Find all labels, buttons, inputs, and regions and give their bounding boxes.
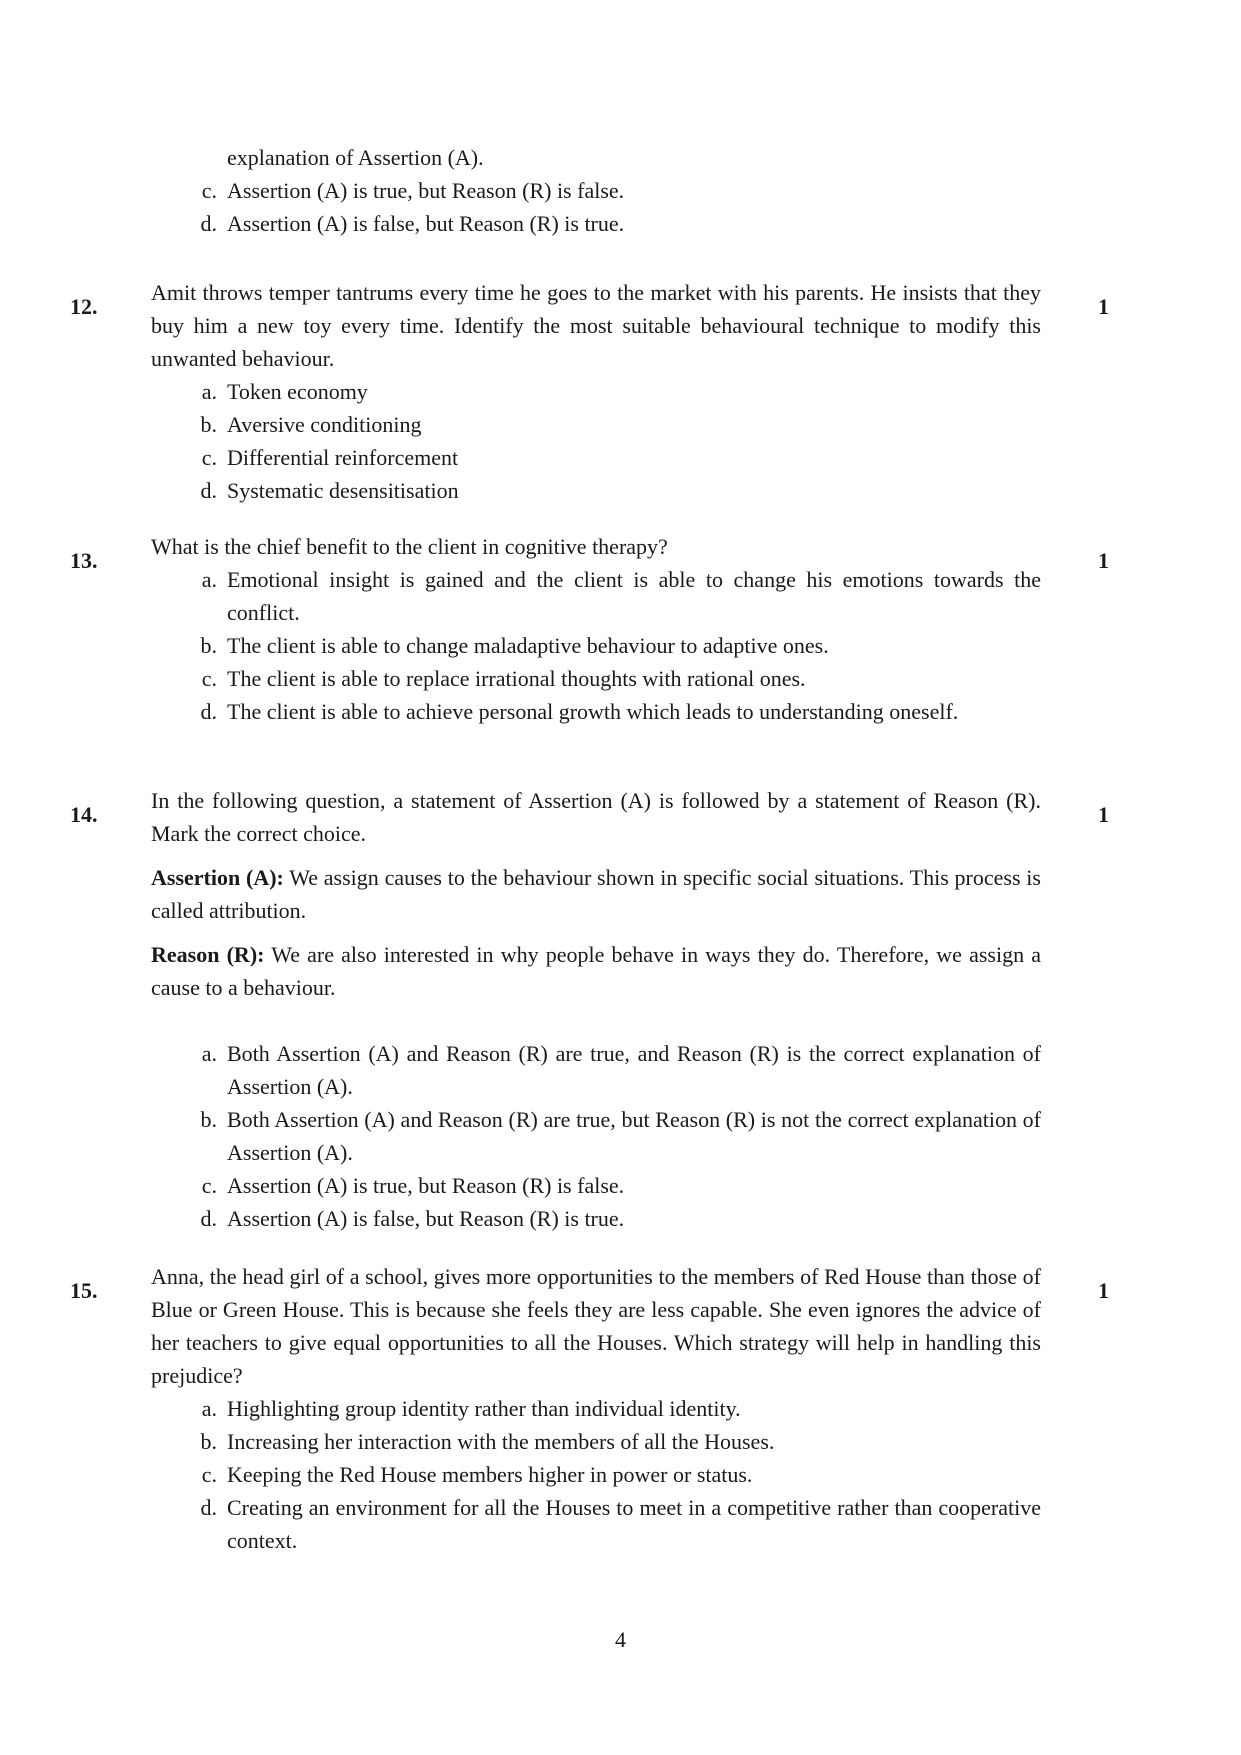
carryover-option-c: c. Assertion (A) is true, but Reason (R) is false. <box>201 178 625 203</box>
option-c: c. Differential reinforcement <box>201 445 459 470</box>
question-stem: What is the chief benefit to the client in cognitive therapy? <box>151 534 668 559</box>
option-c: c. Keeping the Red House members higher in power or status. <box>201 1462 753 1487</box>
carryover-line: explanation of Assertion (A). <box>227 145 484 170</box>
option-b: b. Both Assertion (A) and Reason (R) are true, but Reason (R) is not the correct explanation of Assertion (A). <box>200 1107 1041 1165</box>
question-number: 13. <box>70 548 98 573</box>
option-c: c. The client is able to replace irrational thoughts with rational ones. <box>201 666 806 691</box>
option-d: d. Assertion (A) is false, but Reason (R) is true. <box>200 1206 625 1231</box>
question-marks: 1 <box>1098 294 1109 319</box>
page-number: 4 <box>615 1627 626 1652</box>
option-a: a. Token economy <box>201 379 368 404</box>
reason-statement: Reason (R): We are also interested in why people behave in ways they do. Therefore, we assign a cause to a behaviour. <box>151 942 1041 1000</box>
option-d: d. Systematic desensitisation <box>200 478 459 503</box>
question-marks: 1 <box>1098 1278 1109 1303</box>
question-marks: 1 <box>1098 548 1109 573</box>
question-number: 14. <box>70 802 98 827</box>
option-a: a. Highlighting group identity rather than individual identity. <box>201 1396 741 1421</box>
option-b: b. Increasing her interaction with the members of all the Houses. <box>200 1429 775 1454</box>
option-a: a. Emotional insight is gained and the client is able to change his emotions towards the conflict. <box>201 567 1041 625</box>
option-d: d. The client is able to achieve personal growth which leads to understanding oneself. <box>200 699 959 724</box>
option-d: d. Creating an environment for all the Houses to meet in a competitive rather than cooperative context. <box>200 1495 1041 1553</box>
carryover-option-d: d. Assertion (A) is false, but Reason (R) is true. <box>200 211 625 236</box>
question-number: 15. <box>70 1278 98 1303</box>
option-b: b. Aversive conditioning <box>200 412 422 437</box>
option-b: b. The client is able to change maladaptive behaviour to adaptive ones. <box>200 633 829 658</box>
question-stem: Amit throws temper tantrums every time he goes to the market with his parents. He insists that they buy him a new toy every time. Identify the most suitable behavioural technique to modify this unwanted behaviour. <box>151 280 1041 371</box>
option-a: a. Both Assertion (A) and Reason (R) are true, and Reason (R) is the correct explanation of Assertion (A). <box>201 1041 1041 1099</box>
question-stem: Anna, the head girl of a school, gives more opportunities to the members of Red House than those of Blue or Green House. This is because she feels they are less capable. She even ignores the advice of her teachers to give equal opportunities to all the Houses. Which strategy will help in handling this prejudice? <box>151 1264 1041 1388</box>
option-c: c. Assertion (A) is true, but Reason (R) is false. <box>201 1173 625 1198</box>
question-number: 12. <box>70 294 98 319</box>
question-stem: In the following question, a statement of Assertion (A) is followed by a statement of Reason (R). Mark the correct choice. <box>151 788 1041 846</box>
question-marks: 1 <box>1098 802 1109 827</box>
assertion-statement: Assertion (A): We assign causes to the behaviour shown in specific social situations. This process is called attribution. <box>151 865 1041 923</box>
